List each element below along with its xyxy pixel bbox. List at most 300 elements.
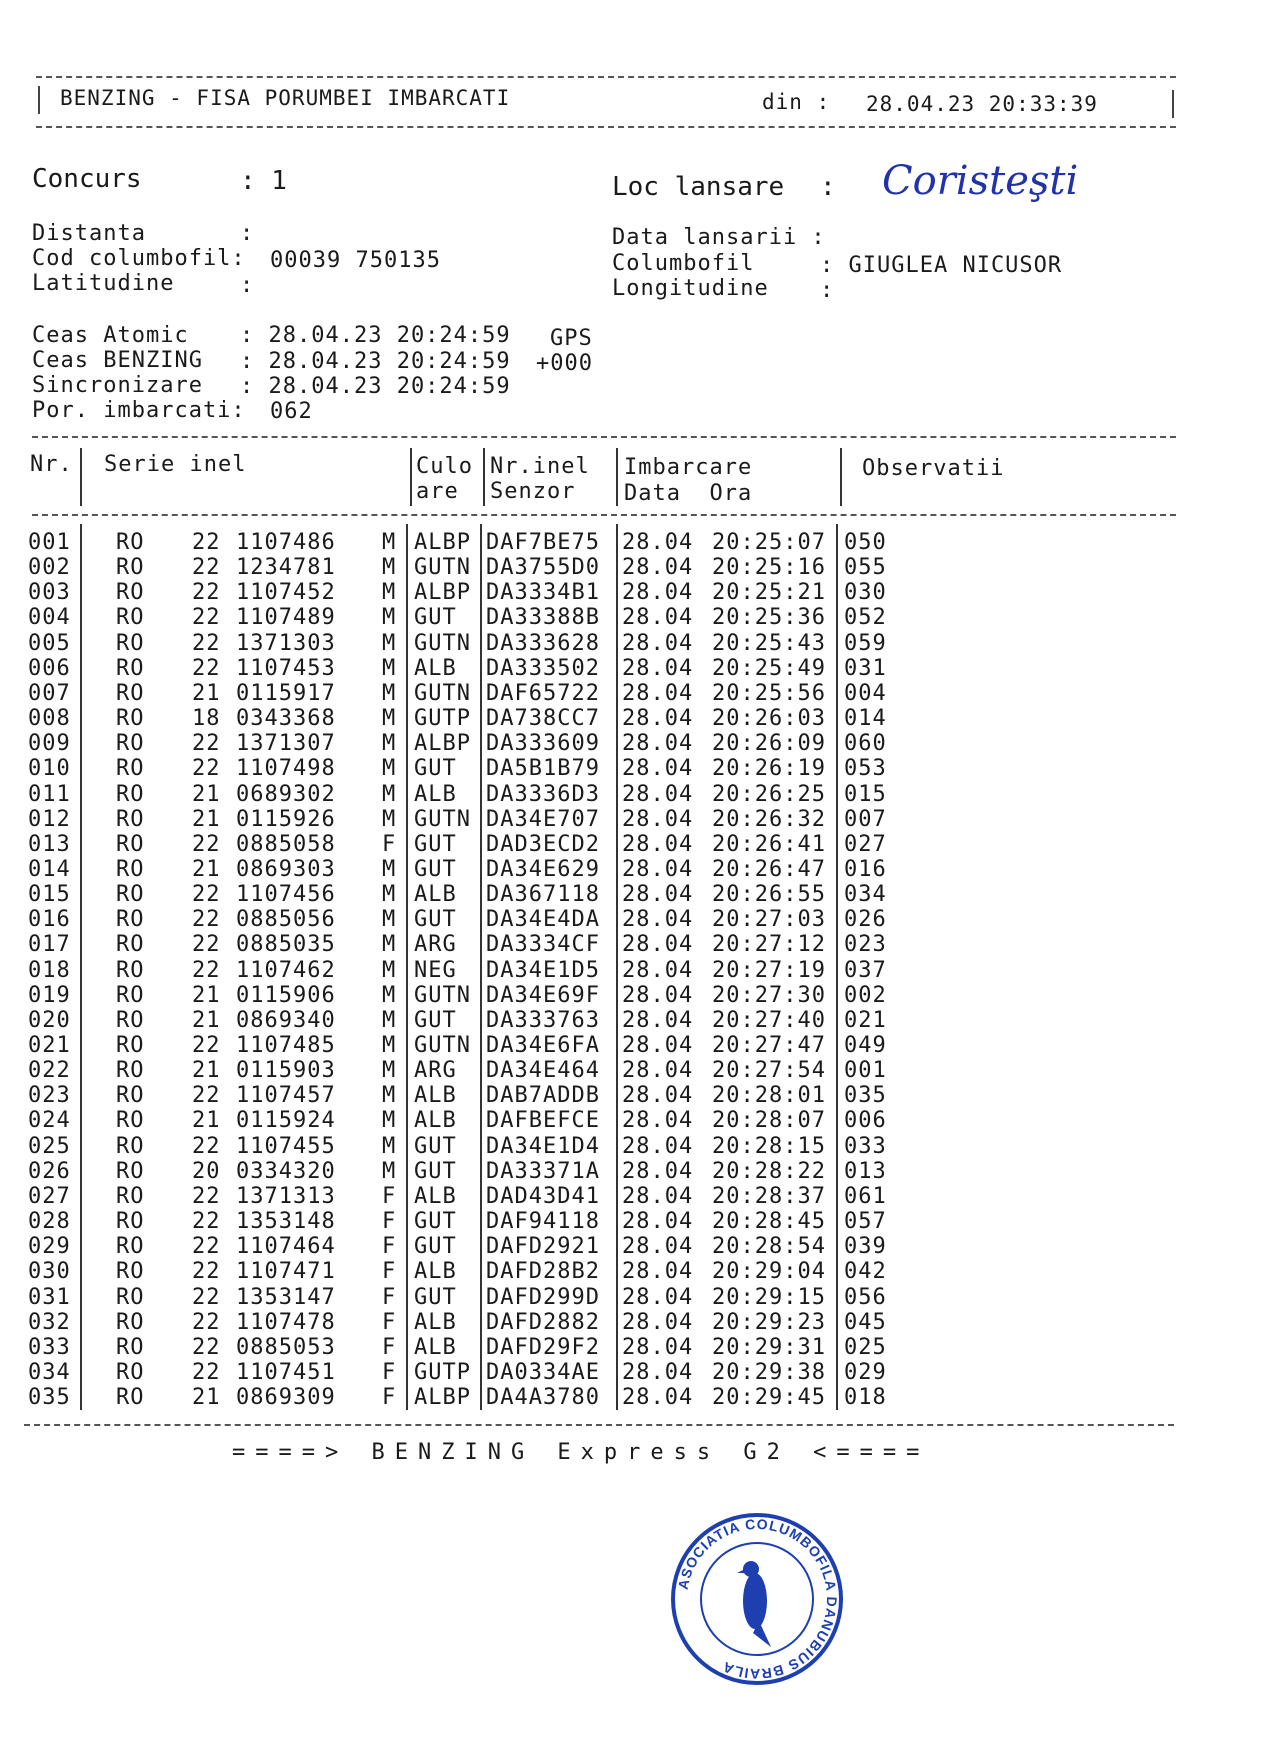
cell-country: RO xyxy=(116,1033,145,1058)
cell-color: ALB xyxy=(414,882,457,908)
cell-color: ALB xyxy=(414,781,457,807)
cell-date: 28.04 xyxy=(622,856,694,882)
ceas-atomic-label: Ceas Atomic xyxy=(32,323,189,348)
cell-year: 21 xyxy=(192,856,221,882)
cell-year: 22 xyxy=(192,1183,221,1209)
cell-time: 20:25:56 xyxy=(712,680,826,706)
cell-time: 20:25:16 xyxy=(712,555,826,581)
col-header-imbarcare-2: Data Ora xyxy=(624,481,753,506)
cell-observatii: 027 xyxy=(844,831,887,857)
cell-sex: M xyxy=(382,907,397,933)
cell-sex: M xyxy=(382,630,397,656)
report-title: BENZING - FISA PORUMBEI IMBARCATI xyxy=(60,86,511,110)
cell-observatii: 052 xyxy=(844,605,887,631)
cell-color: GUT xyxy=(414,1007,457,1033)
cell-ring-number: 1353147 xyxy=(236,1284,336,1310)
cell-color: ALB xyxy=(414,1334,457,1360)
cell-time: 20:29:31 xyxy=(712,1334,826,1360)
cell-year: 22 xyxy=(192,530,221,555)
cell-country: RO xyxy=(116,580,145,606)
distanta-value: : xyxy=(240,221,255,246)
cell-country: RO xyxy=(116,1183,145,1209)
cell-ring-number: 1107485 xyxy=(236,1033,336,1058)
cell-nr: 018 xyxy=(28,957,71,983)
col-sep-5-header xyxy=(840,448,842,506)
cell-ring-number: 0885035 xyxy=(236,932,336,958)
cell-color: GUT xyxy=(414,907,457,933)
cell-nr: 002 xyxy=(28,555,71,581)
cell-nr: 004 xyxy=(28,605,71,631)
cell-date: 28.04 xyxy=(622,1209,694,1235)
cell-observatii: 021 xyxy=(844,1007,887,1033)
cell-country: RO xyxy=(116,907,145,933)
cell-date: 28.04 xyxy=(622,1083,694,1109)
cell-sex: M xyxy=(382,781,397,807)
cell-color: NEG xyxy=(414,957,457,983)
cell-color: GUT xyxy=(414,1234,457,1260)
ceas-atomic-source: GPS xyxy=(550,326,593,351)
cell-ring-number: 1107478 xyxy=(236,1309,336,1335)
cell-sex: F xyxy=(382,1209,397,1235)
header-bottom-border xyxy=(36,126,1176,128)
cell-ring-number: 1234781 xyxy=(236,555,336,581)
cell-nr: 016 xyxy=(28,907,71,933)
cell-time: 20:29:15 xyxy=(712,1284,826,1310)
cell-color: GUTN xyxy=(414,680,471,706)
cell-time: 20:25:21 xyxy=(712,580,826,606)
cell-date: 28.04 xyxy=(622,655,694,681)
cell-time: 20:28:15 xyxy=(712,1133,826,1159)
cell-country: RO xyxy=(116,680,145,706)
footer-banner: ====> BENZING Express G2 <==== xyxy=(232,1440,930,1465)
cell-time: 20:26:47 xyxy=(712,856,826,882)
cell-year: 22 xyxy=(192,1359,221,1385)
cell-nr: 017 xyxy=(28,932,71,958)
cell-time: 20:29:04 xyxy=(712,1259,826,1285)
cell-observatii: 049 xyxy=(844,1033,887,1058)
cell-time: 20:26:55 xyxy=(712,882,826,908)
cell-color: GUT xyxy=(414,1133,457,1159)
cell-ring-number: 1107486 xyxy=(236,530,336,555)
cell-nr: 027 xyxy=(28,1183,71,1209)
cell-nr: 035 xyxy=(28,1385,71,1411)
cell-date: 28.04 xyxy=(622,555,694,581)
cell-time: 20:26:19 xyxy=(712,756,826,782)
cell-date: 28.04 xyxy=(622,982,694,1008)
cell-ring-number: 0115924 xyxy=(236,1108,336,1134)
cell-year: 22 xyxy=(192,655,221,681)
cell-nr: 024 xyxy=(28,1108,71,1134)
cell-time: 20:28:07 xyxy=(712,1108,826,1134)
cell-observatii: 013 xyxy=(844,1158,887,1184)
col-header-nrinel-1: Nr.inel xyxy=(490,454,590,479)
cell-year: 21 xyxy=(192,781,221,807)
cell-year: 22 xyxy=(192,1033,221,1058)
cell-sensor: DAFD299D xyxy=(486,1284,600,1310)
cell-country: RO xyxy=(116,1108,145,1134)
cell-year: 21 xyxy=(192,1058,221,1084)
cell-color: GUT xyxy=(414,1158,457,1184)
cell-sensor: DAFD28B2 xyxy=(486,1259,600,1285)
cell-sensor: DA3755D0 xyxy=(486,555,600,581)
longitudine-label: Longitudine xyxy=(612,276,769,301)
cell-color: ALB xyxy=(414,1183,457,1209)
cell-nr: 022 xyxy=(28,1058,71,1084)
cell-year: 22 xyxy=(192,1234,221,1260)
cell-ring-number: 1107489 xyxy=(236,605,336,631)
cell-date: 28.04 xyxy=(622,580,694,606)
cell-year: 21 xyxy=(192,680,221,706)
columbofil-label: Columbofil xyxy=(612,251,755,276)
cell-time: 20:26:09 xyxy=(712,731,826,757)
cell-nr: 013 xyxy=(28,831,71,857)
concurs-label: Concurs xyxy=(32,164,142,194)
cell-ring-number: 1107451 xyxy=(236,1359,336,1385)
cell-sex: M xyxy=(382,932,397,958)
cell-sensor: DAB7ADDB xyxy=(486,1083,600,1109)
cell-observatii: 015 xyxy=(844,781,887,807)
cell-country: RO xyxy=(116,806,145,832)
cell-sensor: DAF94118 xyxy=(486,1209,600,1235)
cell-time: 20:28:01 xyxy=(712,1083,826,1109)
cell-sex: M xyxy=(382,1108,397,1134)
cell-country: RO xyxy=(116,655,145,681)
cell-time: 20:27:54 xyxy=(712,1058,826,1084)
cell-sensor: DA3334CF xyxy=(486,932,600,958)
cell-nr: 025 xyxy=(28,1133,71,1159)
cell-observatii: 031 xyxy=(844,655,887,681)
cell-observatii: 007 xyxy=(844,806,887,832)
cell-sex: M xyxy=(382,957,397,983)
cell-date: 28.04 xyxy=(622,1385,694,1411)
cell-country: RO xyxy=(116,982,145,1008)
cell-sensor: DAFBEFCE xyxy=(486,1108,600,1134)
cell-sex: M xyxy=(382,882,397,908)
cell-time: 20:25:43 xyxy=(712,630,826,656)
cell-nr: 003 xyxy=(28,580,71,606)
header-top-border xyxy=(36,76,1176,78)
cell-ring-number: 1107455 xyxy=(236,1133,336,1159)
col-sep-2-header xyxy=(410,448,412,506)
por-imbarcati-label: Por. imbarcati: xyxy=(32,398,246,423)
cell-sex: F xyxy=(382,1183,397,1209)
cell-country: RO xyxy=(116,957,145,983)
cell-time: 20:25:49 xyxy=(712,655,826,681)
cell-country: RO xyxy=(116,1058,145,1084)
sincronizare-value: : 28.04.23 20:24:59 xyxy=(240,374,511,399)
cell-date: 28.04 xyxy=(622,1058,694,1084)
cell-time: 20:27:19 xyxy=(712,957,826,983)
cell-ring-number: 1107498 xyxy=(236,756,336,782)
cell-year: 22 xyxy=(192,1259,221,1285)
cell-sensor: DA5B1B79 xyxy=(486,756,600,782)
cell-country: RO xyxy=(116,932,145,958)
cell-country: RO xyxy=(116,530,145,555)
col-sep-3 xyxy=(480,524,482,1410)
cell-sex: M xyxy=(382,580,397,606)
cell-country: RO xyxy=(116,630,145,656)
cell-sensor: DA0334AE xyxy=(486,1359,600,1385)
cell-date: 28.04 xyxy=(622,1234,694,1260)
cell-ring-number: 1371307 xyxy=(236,731,336,757)
col-sep-5 xyxy=(836,524,838,1410)
cell-nr: 023 xyxy=(28,1083,71,1109)
cell-country: RO xyxy=(116,1284,145,1310)
cell-observatii: 014 xyxy=(844,706,887,732)
cell-year: 22 xyxy=(192,605,221,631)
cell-observatii: 045 xyxy=(844,1309,887,1335)
cell-sensor: DA34E6FA xyxy=(486,1033,600,1058)
cell-ring-number: 1107452 xyxy=(236,580,336,606)
ceas-benzing-value: : 28.04.23 20:24:59 xyxy=(240,349,511,374)
cell-sex: F xyxy=(382,1334,397,1360)
cell-sex: M xyxy=(382,655,397,681)
cell-date: 28.04 xyxy=(622,680,694,706)
cell-time: 20:28:37 xyxy=(712,1183,826,1209)
cell-date: 28.04 xyxy=(622,907,694,933)
cell-sensor: DA3336D3 xyxy=(486,781,600,807)
cell-observatii: 039 xyxy=(844,1234,887,1260)
cell-country: RO xyxy=(116,856,145,882)
cell-nr: 011 xyxy=(28,781,71,807)
cell-year: 22 xyxy=(192,1083,221,1109)
ceas-atomic-value: : 28.04.23 20:24:59 xyxy=(240,323,511,348)
cell-observatii: 023 xyxy=(844,932,887,958)
cell-ring-number: 0885053 xyxy=(236,1334,336,1360)
cell-year: 22 xyxy=(192,932,221,958)
pigeon-icon xyxy=(737,1561,771,1647)
cell-sex: F xyxy=(382,1309,397,1335)
cell-country: RO xyxy=(116,1385,145,1411)
cell-nr: 031 xyxy=(28,1284,71,1310)
cell-country: RO xyxy=(116,1083,145,1109)
cell-date: 28.04 xyxy=(622,1108,694,1134)
cell-sex: F xyxy=(382,1284,397,1310)
cell-color: GUTN xyxy=(414,555,471,581)
cell-color: GUTP xyxy=(414,706,471,732)
table-bottom-border xyxy=(24,1424,1174,1426)
cell-date: 28.04 xyxy=(622,1183,694,1209)
cell-sensor: DAF65722 xyxy=(486,680,600,706)
cell-color: ALB xyxy=(414,1309,457,1335)
col-header-culoare-1: Culo xyxy=(416,454,473,479)
cell-observatii: 018 xyxy=(844,1385,887,1411)
cell-observatii: 034 xyxy=(844,882,887,908)
cell-sex: F xyxy=(382,1234,397,1260)
cell-time: 20:27:12 xyxy=(712,932,826,958)
cell-color: GUT xyxy=(414,1209,457,1235)
cell-time: 20:26:03 xyxy=(712,706,826,732)
cell-sex: M xyxy=(382,1083,397,1109)
data-lansarii-label: Data lansarii : xyxy=(612,225,826,250)
cell-observatii: 061 xyxy=(844,1183,887,1209)
cell-country: RO xyxy=(116,1259,145,1285)
cell-color: GUT xyxy=(414,856,457,882)
cell-observatii: 004 xyxy=(844,680,887,706)
cell-ring-number: 1107456 xyxy=(236,882,336,908)
cell-date: 28.04 xyxy=(622,1309,694,1335)
cell-observatii: 056 xyxy=(844,1284,887,1310)
cell-year: 22 xyxy=(192,882,221,908)
header-left-border xyxy=(38,86,40,114)
cell-date: 28.04 xyxy=(622,731,694,757)
cell-observatii: 059 xyxy=(844,630,887,656)
cell-country: RO xyxy=(116,1359,145,1385)
cell-sensor: DA34E1D4 xyxy=(486,1133,600,1159)
cell-ring-number: 0343368 xyxy=(236,706,336,732)
distanta-label: Distanta xyxy=(32,221,146,246)
cell-sensor: DA34E464 xyxy=(486,1058,600,1084)
cell-color: ALBP xyxy=(414,530,471,555)
cell-observatii: 037 xyxy=(844,957,887,983)
cell-color: ALB xyxy=(414,655,457,681)
col-header-nrinel-2: Senzor xyxy=(490,479,576,504)
cell-country: RO xyxy=(116,605,145,631)
loc-lansare-colon: : xyxy=(820,172,836,202)
cell-sensor: DAFD29F2 xyxy=(486,1334,600,1360)
cell-sensor: DA3334B1 xyxy=(486,580,600,606)
handwritten-launch-location: Coristeşti xyxy=(882,158,1079,204)
cell-country: RO xyxy=(116,1309,145,1335)
cell-observatii: 006 xyxy=(844,1108,887,1134)
cell-year: 22 xyxy=(192,1133,221,1159)
cell-date: 28.04 xyxy=(622,1284,694,1310)
cell-country: RO xyxy=(116,706,145,732)
cell-time: 20:25:36 xyxy=(712,605,826,631)
cell-ring-number: 0115903 xyxy=(236,1058,336,1084)
table-top-border xyxy=(32,436,1176,438)
cell-ring-number: 0885058 xyxy=(236,831,336,857)
cell-country: RO xyxy=(116,1133,145,1159)
cell-sensor: DA34E629 xyxy=(486,856,600,882)
cell-observatii: 053 xyxy=(844,756,887,782)
cell-observatii: 029 xyxy=(844,1359,887,1385)
cell-date: 28.04 xyxy=(622,630,694,656)
cell-observatii: 033 xyxy=(844,1133,887,1159)
cell-country: RO xyxy=(116,1234,145,1260)
cell-color: ALBP xyxy=(414,731,471,757)
cell-color: ALB xyxy=(414,1259,457,1285)
cell-color: GUT xyxy=(414,1284,457,1310)
cell-sensor: DA33388B xyxy=(486,605,600,631)
cell-year: 18 xyxy=(192,706,221,732)
cell-year: 21 xyxy=(192,982,221,1008)
cod-columbofil-label: Cod columbofil: xyxy=(32,246,246,271)
cell-observatii: 025 xyxy=(844,1334,887,1360)
cell-color: GUTN xyxy=(414,630,471,656)
col-sep-2 xyxy=(406,524,408,1410)
cell-color: GUTP xyxy=(414,1359,471,1385)
cell-nr: 019 xyxy=(28,982,71,1008)
longitudine-value: : xyxy=(820,278,835,303)
cell-ring-number: 0115917 xyxy=(236,680,336,706)
cell-time: 20:29:45 xyxy=(712,1385,826,1411)
cell-observatii: 060 xyxy=(844,731,887,757)
cell-date: 28.04 xyxy=(622,1334,694,1360)
cell-year: 21 xyxy=(192,1108,221,1134)
cell-year: 22 xyxy=(192,630,221,656)
cell-time: 20:26:32 xyxy=(712,806,826,832)
cell-year: 21 xyxy=(192,806,221,832)
cell-time: 20:28:45 xyxy=(712,1209,826,1235)
cell-sex: M xyxy=(382,530,397,555)
table-header-bottom-border xyxy=(32,514,1176,516)
cell-nr: 033 xyxy=(28,1334,71,1360)
report-date-label: din : xyxy=(762,90,831,114)
cell-sex: M xyxy=(382,1058,397,1084)
cell-year: 22 xyxy=(192,756,221,782)
cell-observatii: 050 xyxy=(844,530,887,555)
cell-sex: M xyxy=(382,680,397,706)
cell-nr: 006 xyxy=(28,655,71,681)
cell-date: 28.04 xyxy=(622,932,694,958)
cell-sensor: DA738CC7 xyxy=(486,706,600,732)
cod-columbofil-value: 00039 750135 xyxy=(270,248,441,273)
cell-country: RO xyxy=(116,882,145,908)
cell-color: GUTN xyxy=(414,1033,471,1058)
cell-observatii: 026 xyxy=(844,907,887,933)
cell-sex: M xyxy=(382,1133,397,1159)
cell-country: RO xyxy=(116,781,145,807)
cell-country: RO xyxy=(116,555,145,581)
cell-ring-number: 1107457 xyxy=(236,1083,336,1109)
cell-country: RO xyxy=(116,831,145,857)
cell-date: 28.04 xyxy=(622,1359,694,1385)
cell-observatii: 057 xyxy=(844,1209,887,1235)
cell-sex: F xyxy=(382,831,397,857)
latitudine-value: : xyxy=(240,273,255,298)
cell-date: 28.04 xyxy=(622,756,694,782)
cell-sex: M xyxy=(382,555,397,581)
cell-nr: 032 xyxy=(28,1309,71,1335)
cell-observatii: 042 xyxy=(844,1259,887,1285)
cell-observatii: 016 xyxy=(844,856,887,882)
latitudine-label: Latitudine xyxy=(32,271,175,296)
cell-sensor: DA333609 xyxy=(486,731,600,757)
loc-lansare-label: Loc lansare xyxy=(612,172,785,202)
cell-sex: F xyxy=(382,1259,397,1285)
cell-color: ARG xyxy=(414,932,457,958)
cell-date: 28.04 xyxy=(622,781,694,807)
cell-date: 28.04 xyxy=(622,605,694,631)
cell-ring-number: 1107453 xyxy=(236,655,336,681)
cell-ring-number: 1353148 xyxy=(236,1209,336,1235)
club-stamp xyxy=(648,1490,841,1683)
cell-sensor: DAD43D41 xyxy=(486,1183,600,1209)
cell-sensor: DA333763 xyxy=(486,1007,600,1033)
cell-sex: M xyxy=(382,806,397,832)
cell-ring-number: 1107462 xyxy=(236,957,336,983)
cell-nr: 020 xyxy=(28,1007,71,1033)
cell-time: 20:27:03 xyxy=(712,907,826,933)
cell-ring-number: 1371313 xyxy=(236,1183,336,1209)
cell-color: GUT xyxy=(414,756,457,782)
cell-date: 28.04 xyxy=(622,1007,694,1033)
cell-time: 20:29:38 xyxy=(712,1359,826,1385)
columbofil-value: : GIUGLEA NICUSOR xyxy=(820,253,1063,278)
cell-sex: M xyxy=(382,756,397,782)
cell-year: 22 xyxy=(192,1334,221,1360)
cell-year: 22 xyxy=(192,1284,221,1310)
cell-country: RO xyxy=(116,1007,145,1033)
col-header-nr: Nr. xyxy=(30,452,73,477)
col-sep-1 xyxy=(80,524,82,1410)
cell-sex: M xyxy=(382,1007,397,1033)
cell-country: RO xyxy=(116,1334,145,1360)
cell-observatii: 001 xyxy=(844,1058,887,1084)
cell-year: 20 xyxy=(192,1158,221,1184)
cell-time: 20:27:30 xyxy=(712,982,826,1008)
